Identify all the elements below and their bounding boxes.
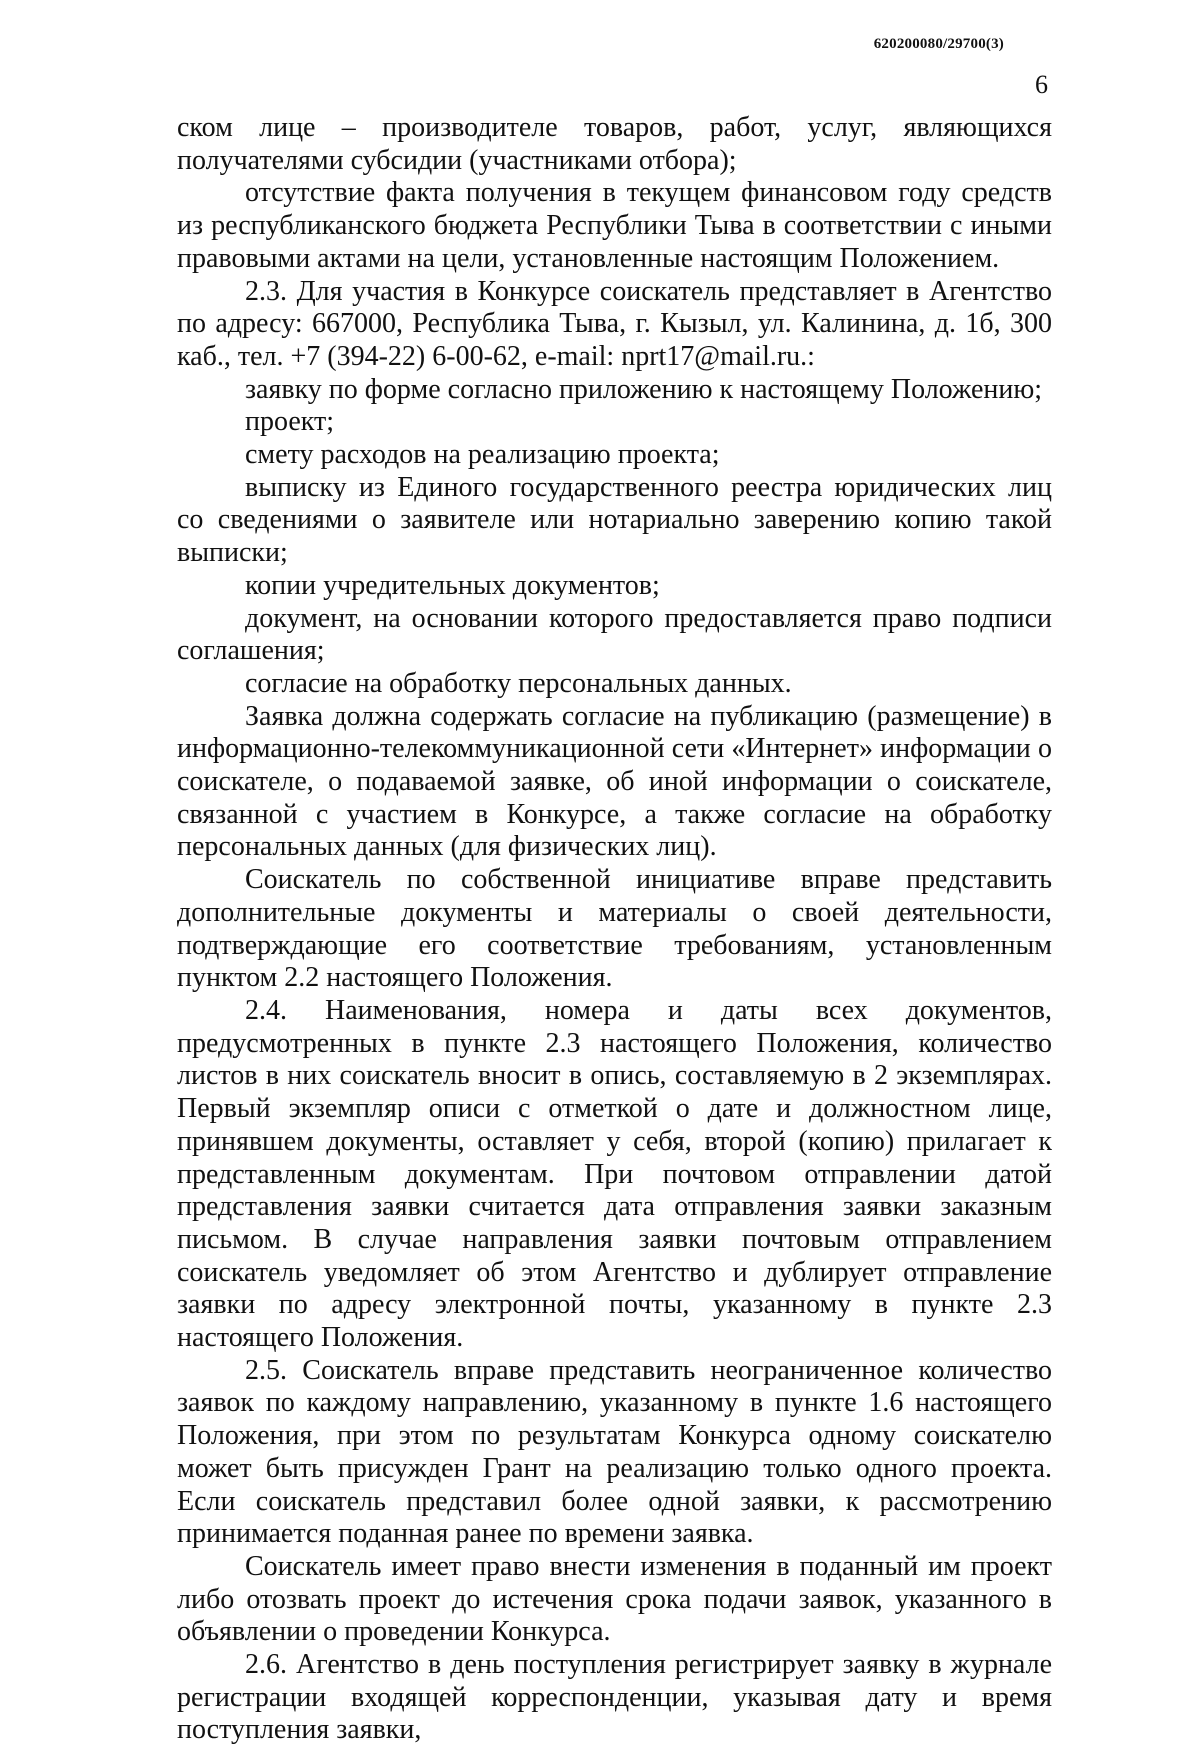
paragraph: 2.6. Агентство в день поступления регистрирует заявку в журнале регистрации входящей корреспонденции, указывая дату и время поступления заявки, <box>177 1649 1052 1746</box>
list-item: смету расходов на реализацию проекта; <box>245 439 720 471</box>
list-item: документ, на основании которого предоставляется право подписи соглашения; <box>177 602 1052 667</box>
paragraph: Заявка должна содержать согласие на публикацию (размещение) в информационно-телекоммуникационной сети «Интернет» информации о соискателе, о подаваемой заявке, об иной информации о соискателе, связанной с участием в Конкурсе, а также согласие на обработку персональных данных (для физических лиц). <box>177 700 1052 863</box>
paragraph: 2.4. Наименования, номера и даты всех документов, предусмотренных в пункте 2.3 настоящего Положения, количество листов в них соискатель вносит в опись, составляемую в 2 экземплярах. Первый экземпляр описи с отметкой о дате и должностном лице, принявшем документы, оставляет у себя, второй (копию) прилагает к представленным документам. При почтовом отправлении датой представления заявки считается дата отправления заявки заказным письмом. В случае направления заявки почтовым отправлением соискатель уведомляет об этом Агентство и дублирует отправление заявки по адресу электронной почты, указанному в пункте 2.3 настоящего Положения. <box>177 994 1052 1354</box>
paragraph: 2.5. Соискатель вправе представить неограниченное количество заявок по каждому направлению, указанному в пункте 1.6 настоящего Положения, при этом по результатам Конкурса одному соискателю может быть присужден Грант на реализацию только одного проекта. Если соискатель представил более одной заявки, к рассмотрению принимается поданная ранее по времени заявка. <box>177 1354 1052 1550</box>
page-number: 6 <box>1035 70 1048 99</box>
list-item: заявку по форме согласно приложению к настоящему Положению; <box>245 373 1043 405</box>
list-item: проект; <box>245 406 335 438</box>
paragraph: Соискатель имеет право внести изменения в поданный им проект либо отозвать проект до истечения срока подачи заявок, указанного в объявлении о проведении Конкурса. <box>177 1550 1052 1648</box>
document-body <box>177 112 1052 1747</box>
list-item: копии учредительных документов; <box>245 569 660 601</box>
list-item: согласие на обработку персональных данных. <box>245 667 792 699</box>
paragraph: ском лице – производителе товаров, работ, услуг, являющихся получателями субсидии (участниками отбора); <box>177 112 1052 176</box>
paragraph: отсутствие факта получения в текущем финансовом году средств из республиканского бюджета Республики Тыва в соответствии с иными правовыми актами на цели, установленные настоящим Положением. <box>177 177 1052 274</box>
list-item: выписку из Единого государственного реестра юридических лиц со сведениями о заявителе или нотариально заверению копию такой выписки; <box>177 471 1052 569</box>
paragraph: 2.3. Для участия в Конкурсе соискатель представляет в Агентство по адресу: 667000, Республика Тыва, г. Кызыл, ул. Калинина, д. 1б, 300 каб., тел. +7 (394-22) 6-00-62, e-mail: nprt17@mail.ru.: <box>177 275 1052 372</box>
paragraph: Соискатель по собственной инициативе вправе представить дополнительные документы и материалы о своей деятельности, подтверждающие его соответствие требованиям, установленным пунктом 2.2 настоящего Положения. <box>177 864 1052 994</box>
document-id: 620200080/29700(3) <box>873 36 1004 52</box>
